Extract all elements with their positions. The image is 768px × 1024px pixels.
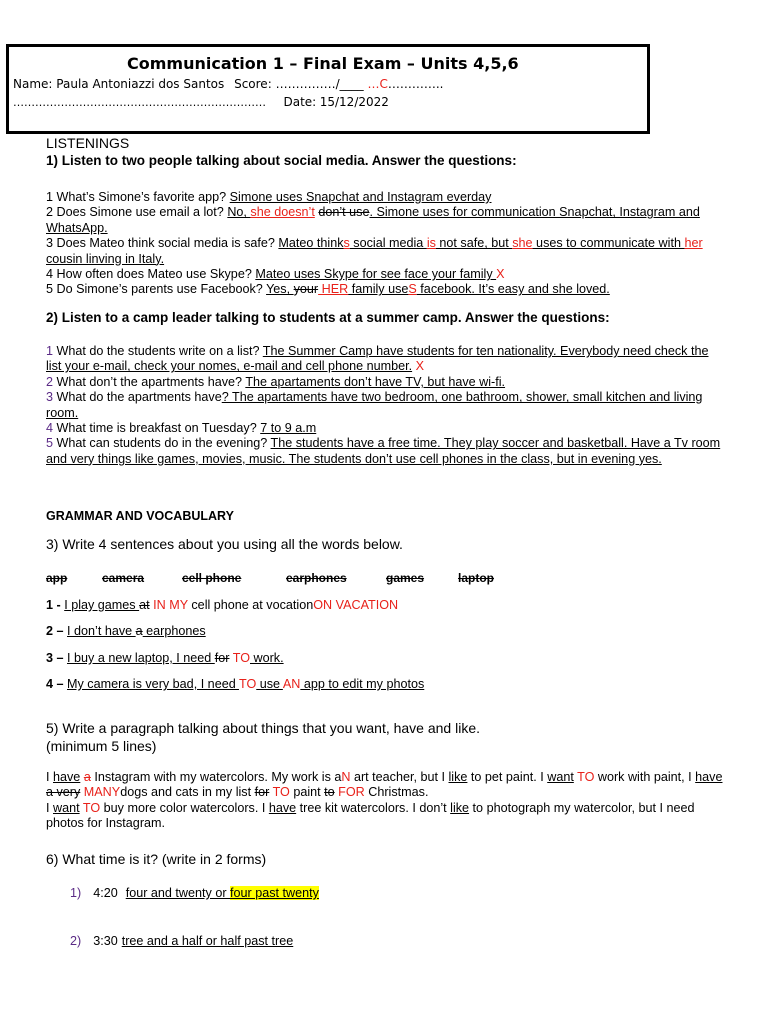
question-1-title: 1) Listen to two people talking about social media. Answer the questions: bbox=[46, 153, 517, 168]
question-5-title: 5) Write a paragraph talking about things that you want, have and like. bbox=[46, 720, 481, 736]
q1-item-1: 1 What’s Simone’s favorite app? Simone uses Snapchat and Instagram everday bbox=[46, 190, 492, 204]
word-earphones: earphones bbox=[286, 571, 347, 585]
question-2-title: 2) Listen to a camp leader talking to students at a summer camp. Answer the questions: bbox=[46, 310, 610, 325]
date-dots: …………………………………………………………… bbox=[13, 96, 266, 109]
question-2-answers bbox=[46, 344, 726, 467]
name-score-line bbox=[13, 77, 443, 91]
question-5-subtitle: (minimum 5 lines) bbox=[46, 738, 157, 754]
paragraph-answer: I have a Instagram with my watercolors. My work is aN art teacher, but I like to pet paint. I want TO work with paint, I have a very MANYdogs and cats in my list for TO paint to FOR Christmas. I want TO buy more color watercolors. I have tree kit watercolors. I don’t like to photograph my watercolor, but I need photos for Instagram. bbox=[46, 770, 723, 831]
q2-item-1: 1 What do the students write on a list? The Summer Camp have students for ten nationality. Everybody need check the list your e-mail, check your nomes, e-mail and cell phone number. X bbox=[46, 344, 709, 374]
q2-item-5: 5 What can students do in the evening? The students have a free time. They play soccer and basketball. Have a Tv room and very things like games, movies, music. The students don’t use cell phones in the class, but in evening yes. bbox=[46, 436, 721, 466]
word-cell-phone: cell phone bbox=[182, 571, 242, 585]
exam-title: Communication 1 – Final Exam – Units 4,5,6 bbox=[127, 54, 519, 73]
time-answer-1: 1) 4:20 four and twenty or four past twenty bbox=[70, 886, 319, 900]
date-value: 15/12/2022 bbox=[319, 95, 389, 109]
question-1-answers bbox=[46, 190, 726, 298]
sentence-2: 2 – I don’t have a earphones bbox=[46, 624, 206, 638]
q2-item-2: 2 What don’t the apartments have? The apartaments don’t have TV, but have wi-fi. bbox=[46, 374, 506, 389]
q1-item-3: 3 Does Mateo think social media is safe? Mateo thinks social media is not safe, but she uses to communicate with her cousin linving in Italy. bbox=[46, 236, 703, 266]
word-app: app bbox=[46, 571, 68, 585]
word-laptop: laptop bbox=[458, 571, 494, 585]
grade-suffix: ………….. bbox=[387, 77, 444, 91]
name-label: Name: bbox=[13, 77, 53, 91]
word-camera: camera bbox=[102, 571, 145, 585]
score-dots: ……………/____ bbox=[275, 77, 364, 91]
grade-value: C bbox=[379, 77, 388, 91]
sentence-1: 1 - I play games at IN MY cell phone at vocationON VACATION bbox=[46, 598, 399, 612]
sentence-3: 3 – I buy a new laptop, I need for TO work. bbox=[46, 651, 284, 665]
q2-item-3: 3 What do the apartments have? The apartaments have two bedroom, one bathroom, shower, small kitchen and living room. bbox=[46, 390, 703, 420]
score-label: Score: bbox=[234, 77, 272, 91]
date-line bbox=[13, 95, 389, 109]
sentence-4: 4 – My camera is very bad, I need TO use AN app to edit my photos bbox=[46, 677, 425, 691]
grade-prefix: … bbox=[367, 77, 380, 91]
word-games: games bbox=[386, 571, 425, 585]
name-value: Paula Antoniazzi dos Santos bbox=[56, 77, 225, 91]
listenings-heading: LISTENINGS bbox=[46, 135, 130, 151]
question-6-title: 6) What time is it? (write in 2 forms) bbox=[46, 851, 267, 867]
time-answer-2: 2) 3:30 tree and a half or half past tree bbox=[70, 934, 294, 948]
q1-item-2: 2 Does Simone use email a lot? No, she doesn’t don’t use. Simone uses for communication Snapchat, Instagram and WhatsApp. bbox=[46, 205, 700, 235]
q2-item-4: 4 What time is breakfast on Tuesday? 7 to 9 a.m bbox=[46, 421, 317, 436]
q1-item-4: 4 How often does Mateo use Skype? Mateo uses Skype for see face your family X bbox=[46, 267, 505, 282]
question-3-title: 3) Write 4 sentences about you using all the words below. bbox=[46, 536, 403, 552]
exam-header bbox=[6, 44, 650, 134]
date-label: Date: bbox=[283, 95, 317, 109]
q1-item-5: 5 Do Simone’s parents use Facebook? Yes, your HER family useS facebook. It’s easy and she loved. bbox=[46, 282, 610, 297]
grammar-heading: GRAMMAR AND VOCABULARY bbox=[46, 509, 234, 523]
